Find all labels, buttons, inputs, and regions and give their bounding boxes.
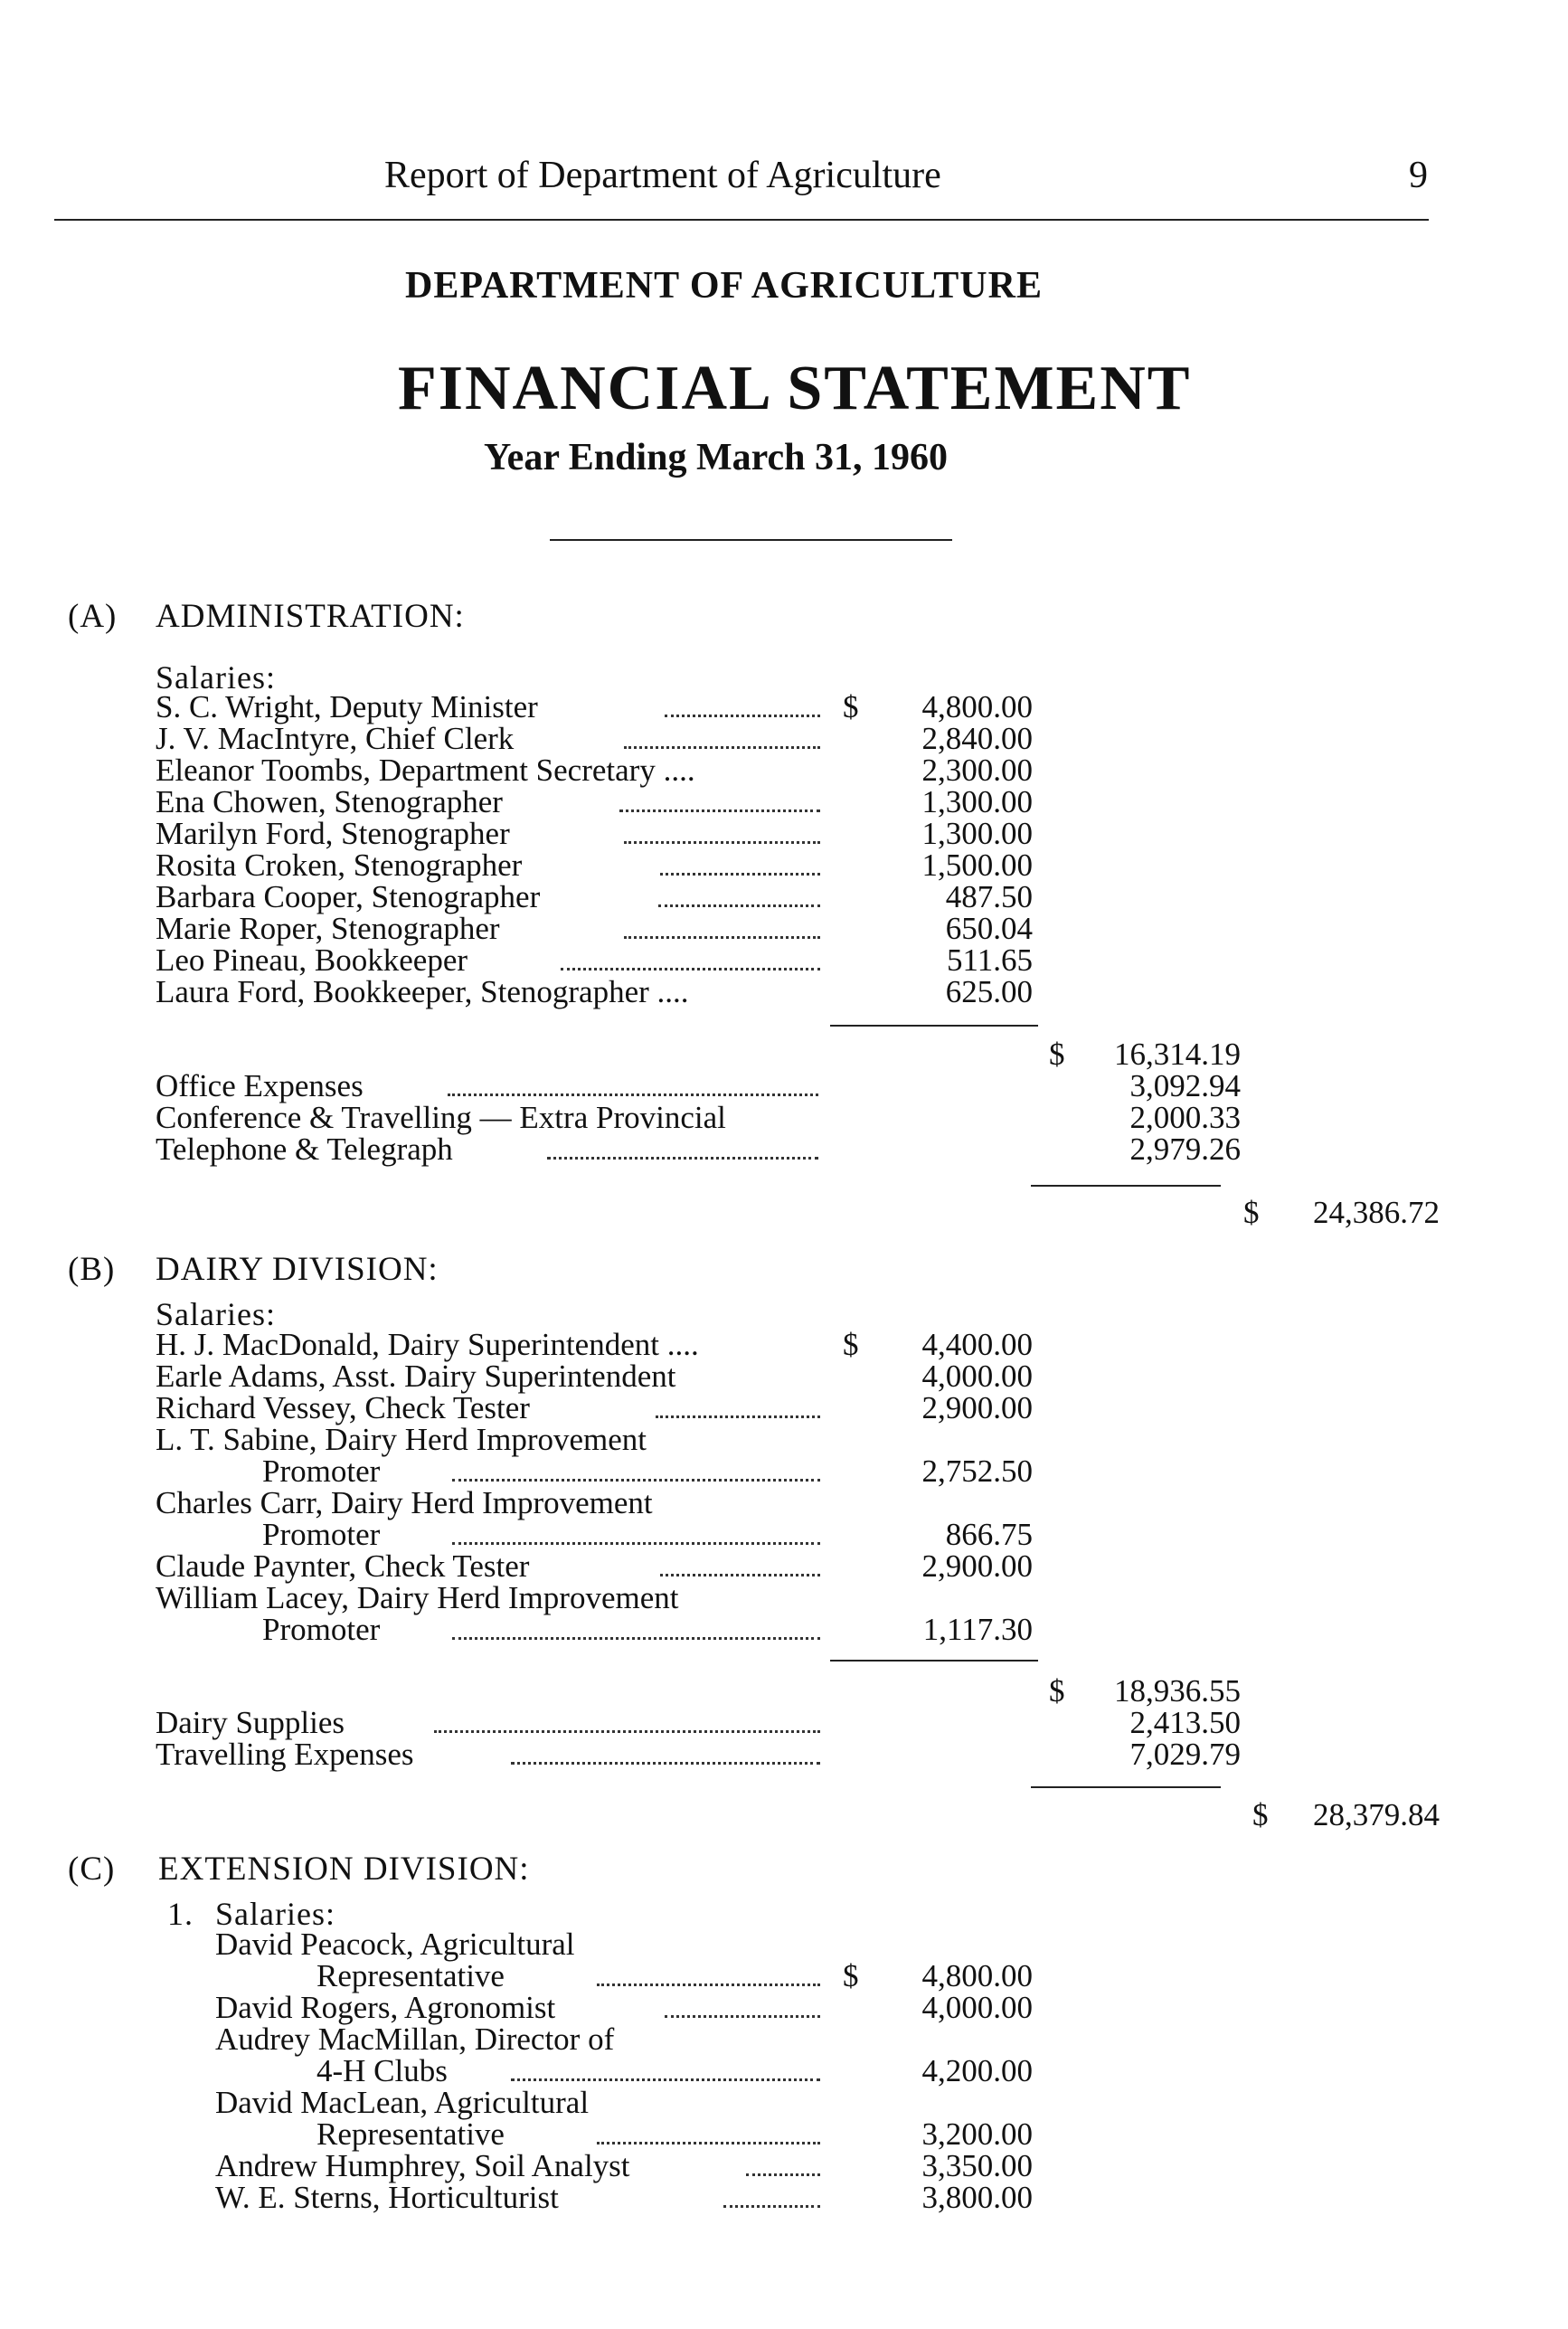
line-item-amount: 625.00	[945, 974, 1033, 1009]
line-item-label: Leo Pineau, Bookkeeper	[156, 942, 468, 978]
line-item-amount: 3,092.94	[1129, 1068, 1241, 1103]
subtotal-rule	[830, 1660, 1038, 1662]
dot-leader	[656, 1415, 820, 1418]
line-item-amount: 511.65	[947, 942, 1033, 978]
line-item-amount: 7,029.79	[1129, 1737, 1241, 1772]
line-item-label: Rosita Croken, Stenographer	[156, 847, 523, 883]
line-item-amount: 2,900.00	[921, 1390, 1033, 1425]
salaries-heading: Salaries:	[156, 1296, 276, 1332]
dollar-sign: $	[1049, 1037, 1065, 1072]
department-heading: DEPARTMENT OF AGRICULTURE	[405, 265, 1043, 307]
dot-leader	[511, 2078, 820, 2081]
line-item-amount: 3,200.00	[921, 2116, 1033, 2152]
line-item-label: Barbara Cooper, Stenographer	[156, 879, 541, 914]
line-item-label: Conference & Travelling — Extra Provincial	[156, 1100, 726, 1135]
dot-leader	[547, 1157, 818, 1160]
line-item-amount: 4,200.00	[921, 2053, 1033, 2088]
section-letter: (B)	[68, 1251, 116, 1288]
dollar-sign: $	[843, 1327, 859, 1362]
line-item-label: Eleanor Toombs, Department Secretary ....	[156, 753, 695, 788]
total-rule	[1031, 1786, 1221, 1788]
line-item-label: Earle Adams, Asst. Dairy Superintendent	[156, 1359, 676, 1394]
line-item-amount: 1,500.00	[921, 847, 1033, 883]
salaries-heading: Salaries:	[215, 1896, 335, 1932]
dollar-sign: $	[843, 689, 859, 724]
line-item-continuation: Promoter	[262, 1517, 381, 1552]
section-heading: ADMINISTRATION:	[156, 598, 465, 635]
line-item-continuation: 4-H Clubs	[316, 2053, 448, 2088]
line-item-continuation: Promoter	[262, 1453, 381, 1489]
line-item-label: Claude Paynter, Check Tester	[156, 1548, 530, 1584]
line-item-amount: 4,800.00	[921, 1958, 1033, 1993]
line-item-label: David Peacock, Agricultural	[215, 1927, 575, 1962]
dollar-sign: $	[843, 1958, 859, 1993]
line-item-amount: 2,840.00	[921, 721, 1033, 756]
dot-leader	[624, 841, 820, 844]
line-item-label: Audrey MacMillan, Director of	[215, 2021, 615, 2057]
dollar-sign: $	[1049, 1673, 1065, 1709]
line-item-label: Richard Vessey, Check Tester	[156, 1390, 530, 1425]
line-item-amount: 2,752.50	[921, 1453, 1033, 1489]
title-rule	[550, 539, 952, 541]
subtotal-amount: 16,314.19	[1114, 1037, 1241, 1072]
dot-leader	[452, 1542, 820, 1545]
line-item-label: W. E. Sterns, Horticulturist	[215, 2180, 559, 2215]
line-item-label: Office Expenses	[156, 1068, 364, 1103]
dot-leader	[624, 936, 820, 939]
dot-leader	[452, 1637, 820, 1640]
line-item-label: Travelling Expenses	[156, 1737, 414, 1772]
line-item-amount: 1,300.00	[921, 784, 1033, 819]
line-item-label: Dairy Supplies	[156, 1705, 345, 1740]
line-item-label: Marilyn Ford, Stenographer	[156, 816, 510, 851]
header-rule	[54, 219, 1429, 221]
dot-leader	[452, 1479, 820, 1482]
dollar-sign: $	[1252, 1797, 1269, 1832]
dot-leader	[746, 2173, 820, 2176]
dot-leader	[597, 2142, 820, 2144]
page-number: 9	[1409, 155, 1428, 196]
section-letter: (C)	[68, 1851, 116, 1888]
line-item-amount: 650.04	[945, 911, 1033, 946]
line-item-amount: 1,117.30	[922, 1612, 1033, 1647]
subtotal-amount: 18,936.55	[1114, 1673, 1241, 1709]
line-item-amount: 2,000.33	[1129, 1100, 1241, 1135]
dot-leader	[723, 2205, 820, 2208]
dot-leader	[434, 1730, 820, 1733]
salaries-heading: Salaries:	[156, 659, 276, 696]
line-item-amount: 4,000.00	[921, 1359, 1033, 1394]
section-heading: EXTENSION DIVISION:	[158, 1851, 530, 1888]
line-item-label: H. J. MacDonald, Dairy Superintendent ....	[156, 1327, 699, 1362]
line-item-continuation: Representative	[316, 1958, 505, 1993]
line-item-label: L. T. Sabine, Dairy Herd Improvement	[156, 1422, 647, 1457]
line-item-label: David Rogers, Agronomist	[215, 1990, 556, 2025]
dot-leader	[660, 1574, 820, 1576]
subtotal-rule	[830, 1025, 1038, 1027]
line-item-amount: 3,800.00	[921, 2180, 1033, 2215]
line-item-amount: 3,350.00	[921, 2148, 1033, 2183]
section-total-amount: 28,379.84	[1313, 1797, 1440, 1832]
line-item-amount: 2,979.26	[1129, 1131, 1241, 1167]
section-letter: (A)	[68, 598, 118, 635]
line-item-amount: 1,300.00	[921, 816, 1033, 851]
dot-leader	[624, 746, 820, 749]
line-item-amount: 4,400.00	[921, 1327, 1033, 1362]
section-total-amount: 24,386.72	[1313, 1195, 1440, 1230]
line-item-amount: 2,300.00	[921, 753, 1033, 788]
line-item-label: David MacLean, Agricultural	[215, 2085, 590, 2120]
item-number: 1.	[167, 1896, 194, 1932]
line-item-amount: 2,413.50	[1129, 1705, 1241, 1740]
dot-leader	[561, 968, 820, 970]
dot-leader	[665, 715, 820, 717]
line-item-label: Marie Roper, Stenographer	[156, 911, 500, 946]
line-item-label: Andrew Humphrey, Soil Analyst	[215, 2148, 630, 2183]
line-item-label: William Lacey, Dairy Herd Improvement	[156, 1580, 679, 1615]
line-item-label: Laura Ford, Bookkeeper, Stenographer ....	[156, 974, 689, 1009]
line-item-continuation: Promoter	[262, 1612, 381, 1647]
line-item-label: S. C. Wright, Deputy Minister	[156, 689, 538, 724]
line-item-amount: 4,800.00	[921, 689, 1033, 724]
running-title: Report of Department of Agriculture	[384, 155, 941, 196]
dot-leader	[597, 1983, 820, 1986]
line-item-label: Telephone & Telegraph	[156, 1131, 453, 1167]
statement-title: FINANCIAL STATEMENT	[398, 354, 1192, 423]
line-item-amount: 487.50	[945, 879, 1033, 914]
statement-subtitle: Year Ending March 31, 1960	[484, 437, 948, 478]
section-heading: DAIRY DIVISION:	[156, 1251, 439, 1288]
dot-leader	[619, 809, 820, 812]
dot-leader	[665, 2015, 820, 2018]
line-item-amount: 866.75	[945, 1517, 1033, 1552]
line-item-label: Ena Chowen, Stenographer	[156, 784, 503, 819]
total-rule	[1031, 1185, 1221, 1187]
dollar-sign: $	[1243, 1195, 1260, 1230]
line-item-label: Charles Carr, Dairy Herd Improvement	[156, 1485, 653, 1520]
dot-leader	[660, 873, 820, 876]
line-item-amount: 2,900.00	[921, 1548, 1033, 1584]
dot-leader	[511, 1762, 820, 1765]
dot-leader	[448, 1093, 818, 1096]
line-item-continuation: Representative	[316, 2116, 505, 2152]
dot-leader	[658, 904, 820, 907]
line-item-amount: 4,000.00	[921, 1990, 1033, 2025]
line-item-label: J. V. MacIntyre, Chief Clerk	[156, 721, 515, 756]
